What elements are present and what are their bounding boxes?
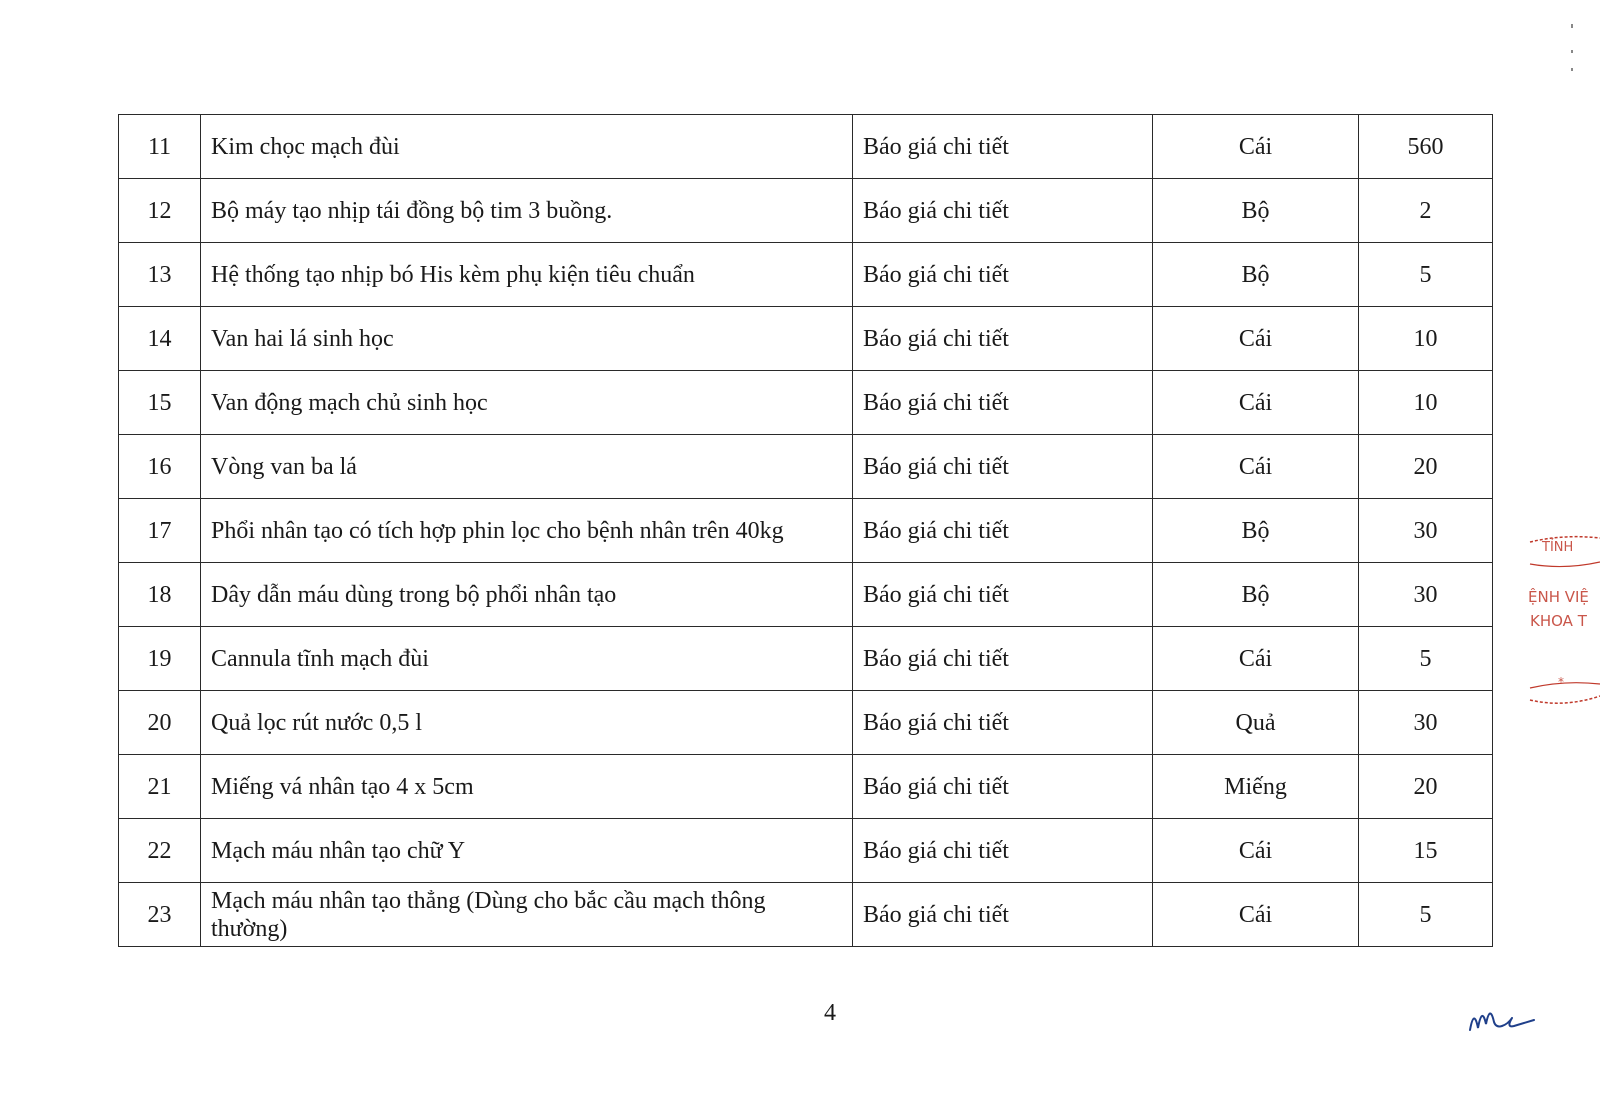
row-number: 11 <box>119 115 201 179</box>
row-number: 13 <box>119 243 201 307</box>
quantity: 30 <box>1359 499 1493 563</box>
quantity: 5 <box>1359 627 1493 691</box>
scan-marks <box>1568 20 1576 80</box>
quote-type: Báo giá chi tiết <box>853 883 1153 947</box>
unit: Cái <box>1153 115 1359 179</box>
row-number: 17 <box>119 499 201 563</box>
row-number: 16 <box>119 435 201 499</box>
table-row <box>119 499 1493 563</box>
page-number: 4 <box>824 1000 836 1026</box>
quote-type: Báo giá chi tiết <box>853 499 1153 563</box>
item-name: Kim chọc mạch đùi <box>201 115 853 179</box>
table-row <box>119 243 1493 307</box>
quantity: 30 <box>1359 563 1493 627</box>
quote-type: Báo giá chi tiết <box>853 435 1153 499</box>
quantity: 10 <box>1359 371 1493 435</box>
row-number: 19 <box>119 627 201 691</box>
table-row <box>119 563 1493 627</box>
table-row <box>119 755 1493 819</box>
quote-type: Báo giá chi tiết <box>853 115 1153 179</box>
quote-type: Báo giá chi tiết <box>853 755 1153 819</box>
unit: Cái <box>1153 627 1359 691</box>
item-name: Dây dẫn máu dùng trong bộ phổi nhân tạo <box>201 563 853 627</box>
item-name: Van động mạch chủ sinh học <box>201 371 853 435</box>
row-number: 23 <box>119 883 201 947</box>
quote-type: Báo giá chi tiết <box>853 691 1153 755</box>
table-row <box>119 627 1493 691</box>
official-stamp <box>1528 530 1600 720</box>
table-row <box>119 819 1493 883</box>
row-number: 14 <box>119 307 201 371</box>
stamp-star-icon: * <box>1558 675 1564 689</box>
quote-type: Báo giá chi tiết <box>853 563 1153 627</box>
quantity: 15 <box>1359 819 1493 883</box>
item-name: Cannula tĩnh mạch đùi <box>201 627 853 691</box>
item-name: Quả lọc rút nước 0,5 l <box>201 691 853 755</box>
quote-type: Báo giá chi tiết <box>853 371 1153 435</box>
row-number: 20 <box>119 691 201 755</box>
unit: Bộ <box>1153 243 1359 307</box>
item-name: Phổi nhân tạo có tích hợp phin lọc cho bệnh nhân trên 40kg <box>201 499 853 563</box>
row-number: 22 <box>119 819 201 883</box>
quantity: 20 <box>1359 435 1493 499</box>
item-name: Bộ máy tạo nhịp tái đồng bộ tim 3 buồng. <box>201 179 853 243</box>
unit: Cái <box>1153 371 1359 435</box>
quantity: 20 <box>1359 755 1493 819</box>
unit: Cái <box>1153 307 1359 371</box>
row-number: 15 <box>119 371 201 435</box>
stamp-text-top: TỈNH <box>1542 540 1574 555</box>
quantity: 2 <box>1359 179 1493 243</box>
stamp-text-bottom: KHOA T <box>1530 612 1587 630</box>
row-number: 18 <box>119 563 201 627</box>
unit: Bộ <box>1153 179 1359 243</box>
unit: Miếng <box>1153 755 1359 819</box>
quantity: 560 <box>1359 115 1493 179</box>
unit: Cái <box>1153 435 1359 499</box>
quote-type: Báo giá chi tiết <box>853 627 1153 691</box>
item-name: Miếng vá nhân tạo 4 x 5cm <box>201 755 853 819</box>
table-row <box>119 691 1493 755</box>
table-row <box>119 371 1493 435</box>
quote-type: Báo giá chi tiết <box>853 307 1153 371</box>
quote-type: Báo giá chi tiết <box>853 179 1153 243</box>
quantity: 5 <box>1359 883 1493 947</box>
table-row <box>119 435 1493 499</box>
unit: Cái <box>1153 883 1359 947</box>
signature-initials <box>1466 998 1536 1038</box>
item-name: Mạch máu nhân tạo thẳng (Dùng cho bắc cầu mạch thông thường) <box>201 883 853 947</box>
table-row <box>119 883 1493 947</box>
item-name: Hệ thống tạo nhịp bó His kèm phụ kiện tiêu chuẩn <box>201 243 853 307</box>
quote-type: Báo giá chi tiết <box>853 243 1153 307</box>
table-row <box>119 307 1493 371</box>
item-name: Van hai lá sinh học <box>201 307 853 371</box>
unit: Quả <box>1153 691 1359 755</box>
quantity: 30 <box>1359 691 1493 755</box>
table-row <box>119 179 1493 243</box>
items-table <box>118 114 1493 947</box>
quantity: 10 <box>1359 307 1493 371</box>
row-number: 12 <box>119 179 201 243</box>
unit: Bộ <box>1153 499 1359 563</box>
quote-type: Báo giá chi tiết <box>853 819 1153 883</box>
table-row <box>119 115 1493 179</box>
stamp-text-middle: ỆNH VIỆ <box>1528 588 1589 606</box>
item-name: Mạch máu nhân tạo chữ Y <box>201 819 853 883</box>
unit: Bộ <box>1153 563 1359 627</box>
unit: Cái <box>1153 819 1359 883</box>
quantity: 5 <box>1359 243 1493 307</box>
row-number: 21 <box>119 755 201 819</box>
item-name: Vòng van ba lá <box>201 435 853 499</box>
